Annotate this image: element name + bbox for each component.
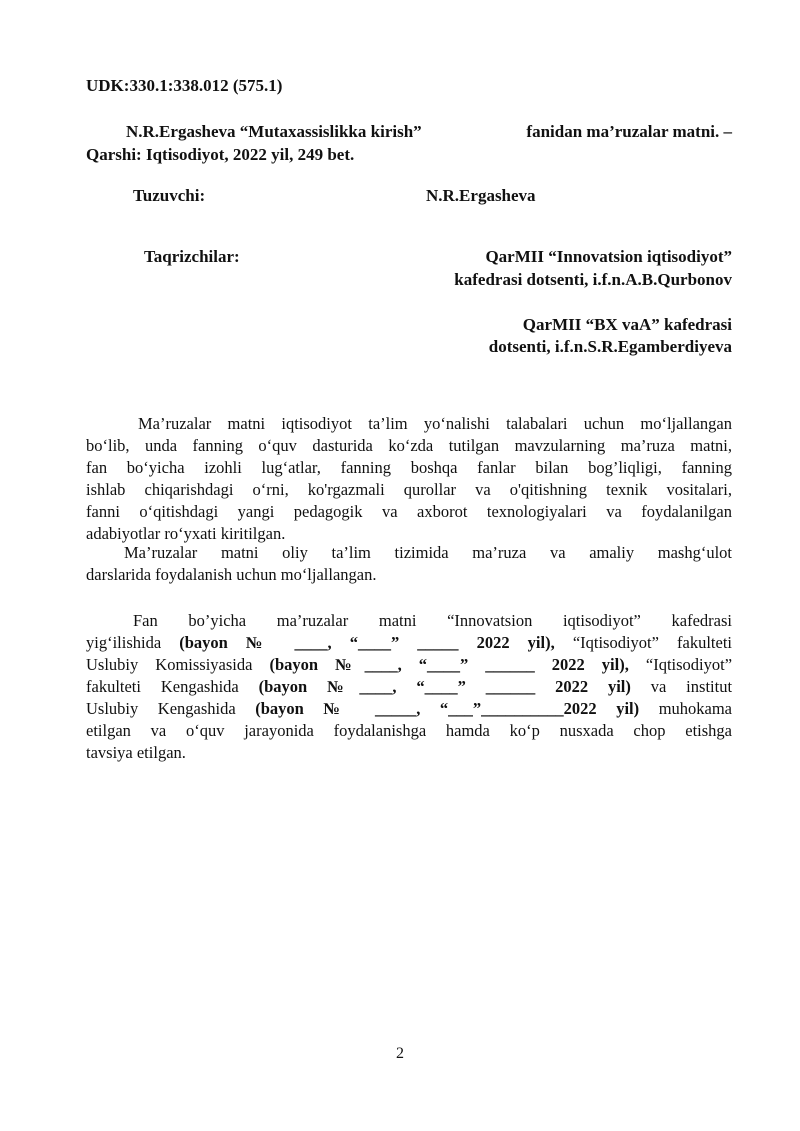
paragraph-line: ishlab chiqarishdagi o‘rni, ko'rgazmali qurollar va o'qitishning texnik vositalari, [86,480,732,499]
text-fragment: muhokama [658,699,733,718]
approval-paragraph [86,610,732,764]
protocol-placeholder: (bayon №____, “____” ______ 2022 yil), [269,655,629,674]
paragraph-line: tavsiya etilgan. [86,743,186,762]
paragraph-line [86,632,732,654]
paragraph-line: Fan bo’yicha ma’ruzalar matni “Innovatsion iqtisodiyot” kafedrasi [133,611,732,630]
protocol-placeholder: (bayon № ____, “____” _____ 2022 yil), [179,633,555,652]
paragraph-line [86,676,732,698]
compiler-name: N.R.Ergasheva [426,186,536,205]
paragraph-line: darslarida foydalanish uchun mo‘ljallangan. [86,565,377,584]
paragraph-line: Ma’ruzalar matni iqtisodiyot ta’lim yo‘nalishi talabalari uchun mo‘ljallangan [138,414,732,433]
paragraph-line: bo‘lib, unda fanning o‘quv dasturida ko‘zda tutilgan mavzularning ma’ruza matni, [86,436,732,455]
protocol-placeholder: (bayon № _____, “___”__________2022 yil) [255,699,640,718]
text-fragment: “Iqtisodiyot” fakulteti [572,633,733,652]
paragraph-line [86,698,732,720]
reviewer-1-line-2: kafedrasi dotsenti, i.f.n.A.B.Qurbonov [454,270,732,289]
paragraph-line: fanni o‘qitishdagi yangi pedagogik va axborot texnologiyalari va foydalanilgan [86,502,732,521]
reviewer-2-line-2: dotsenti, i.f.n.S.R.Egamberdiyeva [488,337,732,356]
compiler-label: Tuzuvchi: [133,186,206,205]
text-fragment: Uslubiy Kengashida [86,699,236,718]
reviewer-1-line-1: QarMII “Innovatsion iqtisodiyot” [485,247,732,266]
paragraph-line: etilgan va o‘quv jarayonida foydalanishga hamda ko‘p nusxada chop etishga [86,721,732,740]
text-fragment: fakulteti Kengashida [86,677,239,696]
citation-subject: fanidan ma’ruzalar matni. – [526,122,732,141]
citation-author-title: N.R.Ergasheva “Mutaxassislikka kirish” [126,122,422,141]
reviewer-2-line-1: QarMII “BX vaA” kafedrasi [522,315,732,334]
paragraph-line: Ma’ruzalar matni oliy ta’lim tizimida ma’ruza va amaliy mashg‘ulot [124,543,732,562]
protocol-placeholder: (bayon №____, “____” ______ 2022 yil) [258,677,631,696]
page-number: 2 [396,1045,404,1062]
description-paragraph [86,413,732,545]
citation-line-1 [126,121,732,143]
reviewers-label: Taqrizchilar: [144,247,240,266]
paragraph-line: adabiyotlar ro‘yxati kiritilgan. [86,524,286,543]
text-fragment: yig‘ilishida [86,633,162,652]
text-fragment: Uslubiy Komissiyasida [86,655,253,674]
text-fragment: “Iqtisodiyot” [645,655,733,674]
text-fragment: va institut [650,677,733,696]
paragraph-line [86,654,732,676]
paragraph-line: fan bo‘yicha izohli lug‘atlar, fanning boshqa fanlar bilan bog’liqligi, fanning [86,458,732,477]
purpose-paragraph [86,542,732,586]
udk-code: UDK:330.1:338.012 (575.1) [86,76,283,95]
citation-line-2: Qarshi: Iqtisodiyot, 2022 yil, 249 bet. [86,145,355,164]
